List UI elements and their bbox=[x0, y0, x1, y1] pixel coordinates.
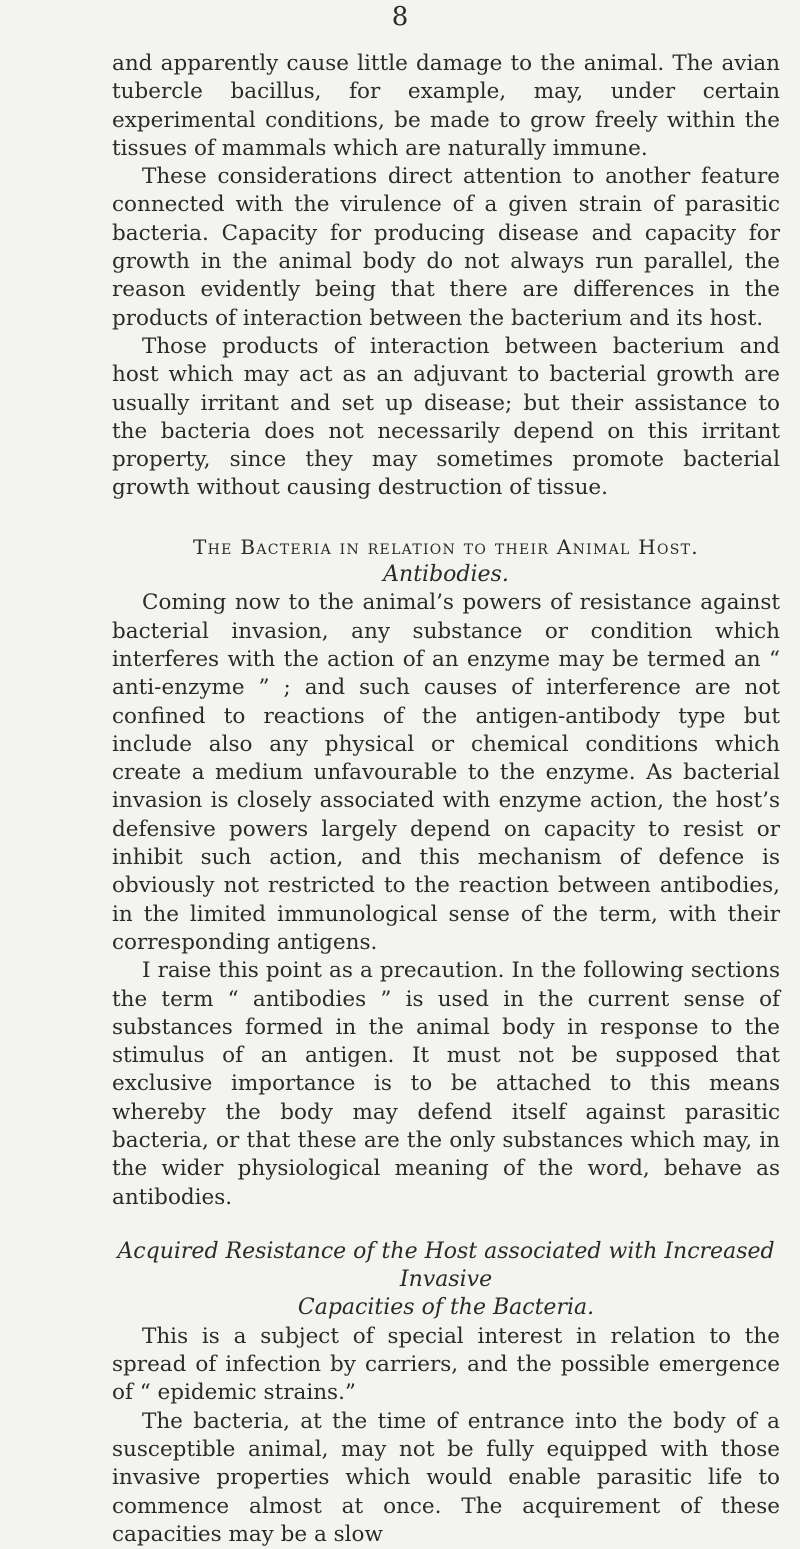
page-number: 8 bbox=[391, 2, 409, 32]
body-text bbox=[112, 50, 780, 1549]
heading: Acquired Resistance of the Host associated with Increased Invasive bbox=[117, 1238, 775, 1293]
paragraph: and apparently cause little damage to the animal. The avian tubercle bacillus, for example, may, under certain experimental conditions, be made to grow freely within the tissues of mammals which are naturally immune. bbox=[112, 51, 780, 161]
heading: Capacities of the Bacteria. bbox=[297, 1295, 595, 1321]
paragraph: Coming now to the animal’s powers of resistance against bacterial invasion, any substance or condition which interferes with the action of an enzyme may be termed an “ anti-enzyme ” ; and such causes of interference are not confined to reactions of the antigen-antibody type but include also any physical or chemical conditions which create a medium unfavourable to the enzyme. As bacterial invasion is closely associated with enzyme action, the host’s defensive powers largely depend on capacity to resist or inhibit such action, and this mechanism of defence is obviously not restricted to the reaction between antibodies, in the limited immunological sense of the term, with their corresponding antigens. bbox=[112, 590, 780, 955]
paragraph: The bacteria, at the time of entrance into the body of a susceptible animal, may not be fully equipped with those invasive properties which would enable parasitic life to commence almost at once. The acquirement of these capacities may be a slow bbox=[112, 1408, 780, 1547]
paragraph: This is a subject of special interest in relation to the spread of infection by carriers, and the possible emergence of “ epidemic strains.” bbox=[112, 1323, 780, 1406]
paragraph: Those products of interaction between bacterium and host which may act as an adjuvant to bacterial growth are usually irritant and set up disease; but their assistance to the bacteria does not necessarily depend on this irritant property, since they may sometimes promote bacterial growth without causing destruction of tissue. bbox=[112, 333, 780, 501]
heading: The Bacteria in relation to their Animal Host. bbox=[193, 534, 699, 559]
paragraph: I raise this point as a precaution. In the following sections the term “ antibodies ” is used in the current sense of substances formed in the animal body in response to the stimulus of an antigen. It must not be supposed that exclusive importance is to be attached to this means whereby the body may defend itself against parasitic bacteria, or that these are the only substances which may, in the wider physiological meaning of the word, behave as antibodies. bbox=[112, 958, 780, 1210]
heading: Antibodies. bbox=[383, 562, 509, 588]
paragraph: These considerations direct attention to another feature connected with the virulence of a given strain of parasitic bacteria. Capacity for producing disease and capacity for growth in the animal body do not always run parallel, the reason evidently being that there are differences in the products of interaction between the bacterium and its host. bbox=[112, 164, 780, 331]
